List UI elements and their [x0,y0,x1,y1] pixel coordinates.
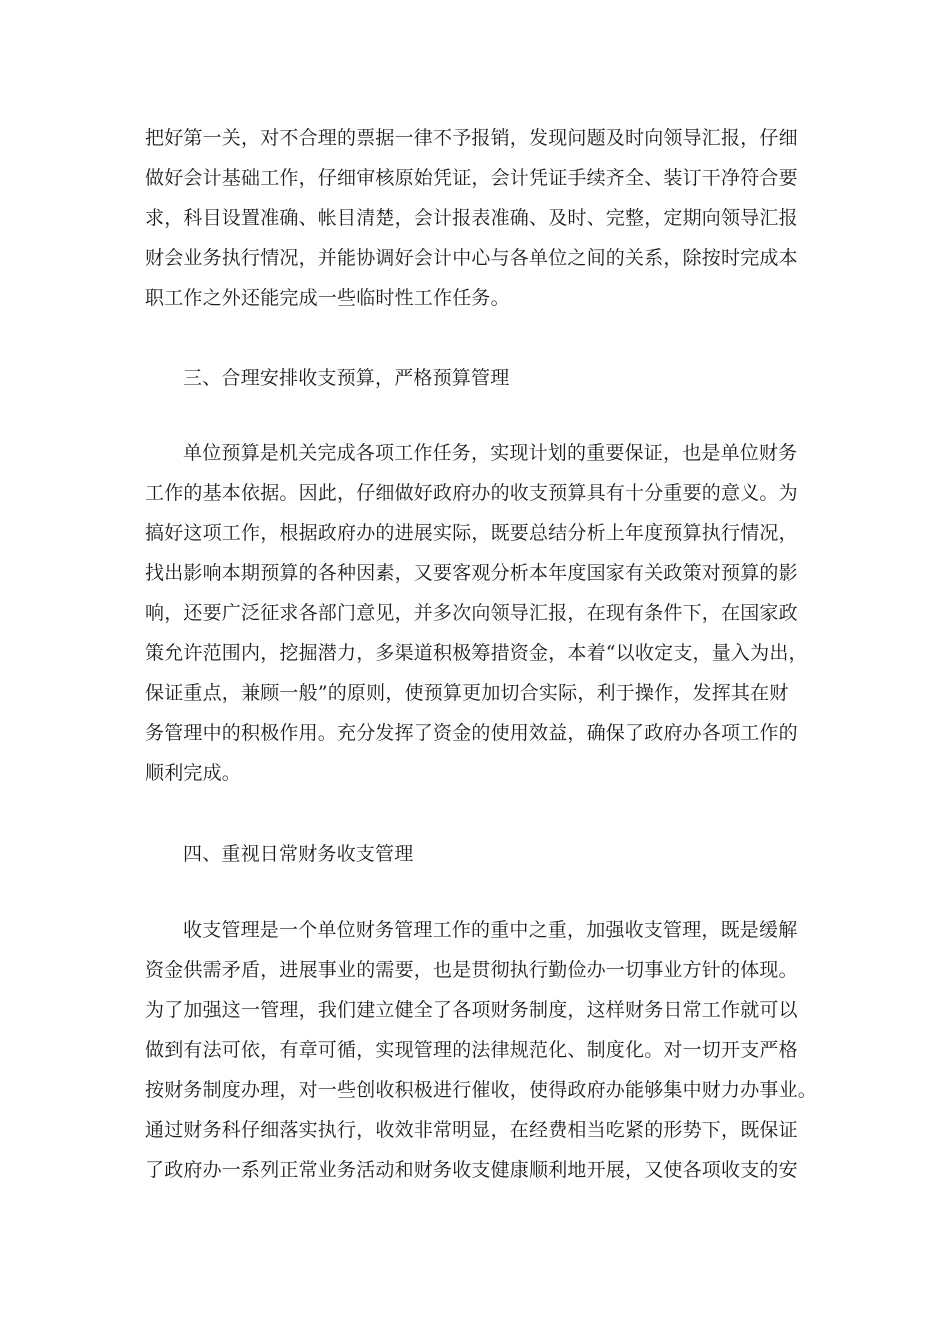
text-line: 搞好这项工作，根据政府办的进展实际，既要总结分析上年度预算执行情况， [145,522,798,544]
text-line: 财会业务执行情况，并能协调好会计中心与各单位之间的关系，除按时完成本 [145,247,798,269]
text-line: 找出影响本期预算的各种因素，又要客观分析本年度国家有关政策对预算的影 [145,562,798,584]
text-line: 通过财务科仔细落实执行，收效非常明显，在经费相当吃紧的形势下，既保证 [145,1119,798,1141]
text-line: 了政府办一系列正常业务活动和财务收支健康顺利地开展，又使各项收支的安 [145,1159,798,1181]
text-line: 单位预算是机关完成各项工作任务，实现计划的重要保证，也是单位财务 [183,442,798,464]
text-line: 把好第一关，对不合理的票据一律不予报销，发现问题及时向领导汇报，仔细 [145,127,798,149]
text-line: 响，还要广泛征求各部门意见，并多次向领导汇报，在现有条件下，在国家政 [145,602,798,624]
text-line: 做到有法可依，有章可循，实现管理的法律规范化、制度化。对一切开支严格 [145,1039,798,1061]
text-line: 策允许范围内，挖掘潜力，多渠道积极筹措资金，本着“以收定支，量入为出， [145,642,808,664]
text-line: 按财务制度办理，对一些创收积极进行催收，使得政府办能够集中财力办事业。 [145,1079,818,1101]
text-line: 求，科目设置准确、帐目清楚，会计报表准确、及时、完整，定期向领导汇报 [145,207,798,229]
section-heading-3: 三、合理安排收支预算，严格预算管理 [183,367,510,389]
section-heading-4: 四、重视日常财务收支管理 [183,843,414,865]
text-line: 做好会计基础工作，仔细审核原始凭证，会计凭证手续齐全、装订干净符合要 [145,167,798,189]
text-line: 务管理中的积极作用。充分发挥了资金的使用效益，确保了政府办各项工作的 [145,722,798,744]
text-line: 工作的基本依据。因此，仔细做好政府办的收支预算具有十分重要的意义。为 [145,482,798,504]
text-line: 为了加强这一管理，我们建立健全了各项财务制度，这样财务日常工作就可以 [145,999,798,1021]
text-line: 保证重点，兼顾一般”的原则，使预算更加切合实际，利于操作，发挥其在财 [145,682,789,704]
text-line: 顺利完成。 [145,762,242,784]
text-line: 职工作之外还能完成一些临时性工作任务。 [145,287,510,309]
text-line: 资金供需矛盾，进展事业的需要，也是贯彻执行勤俭办一切事业方针的体现。 [145,959,798,981]
text-line: 收支管理是一个单位财务管理工作的重中之重，加强收支管理，既是缓解 [183,919,798,941]
